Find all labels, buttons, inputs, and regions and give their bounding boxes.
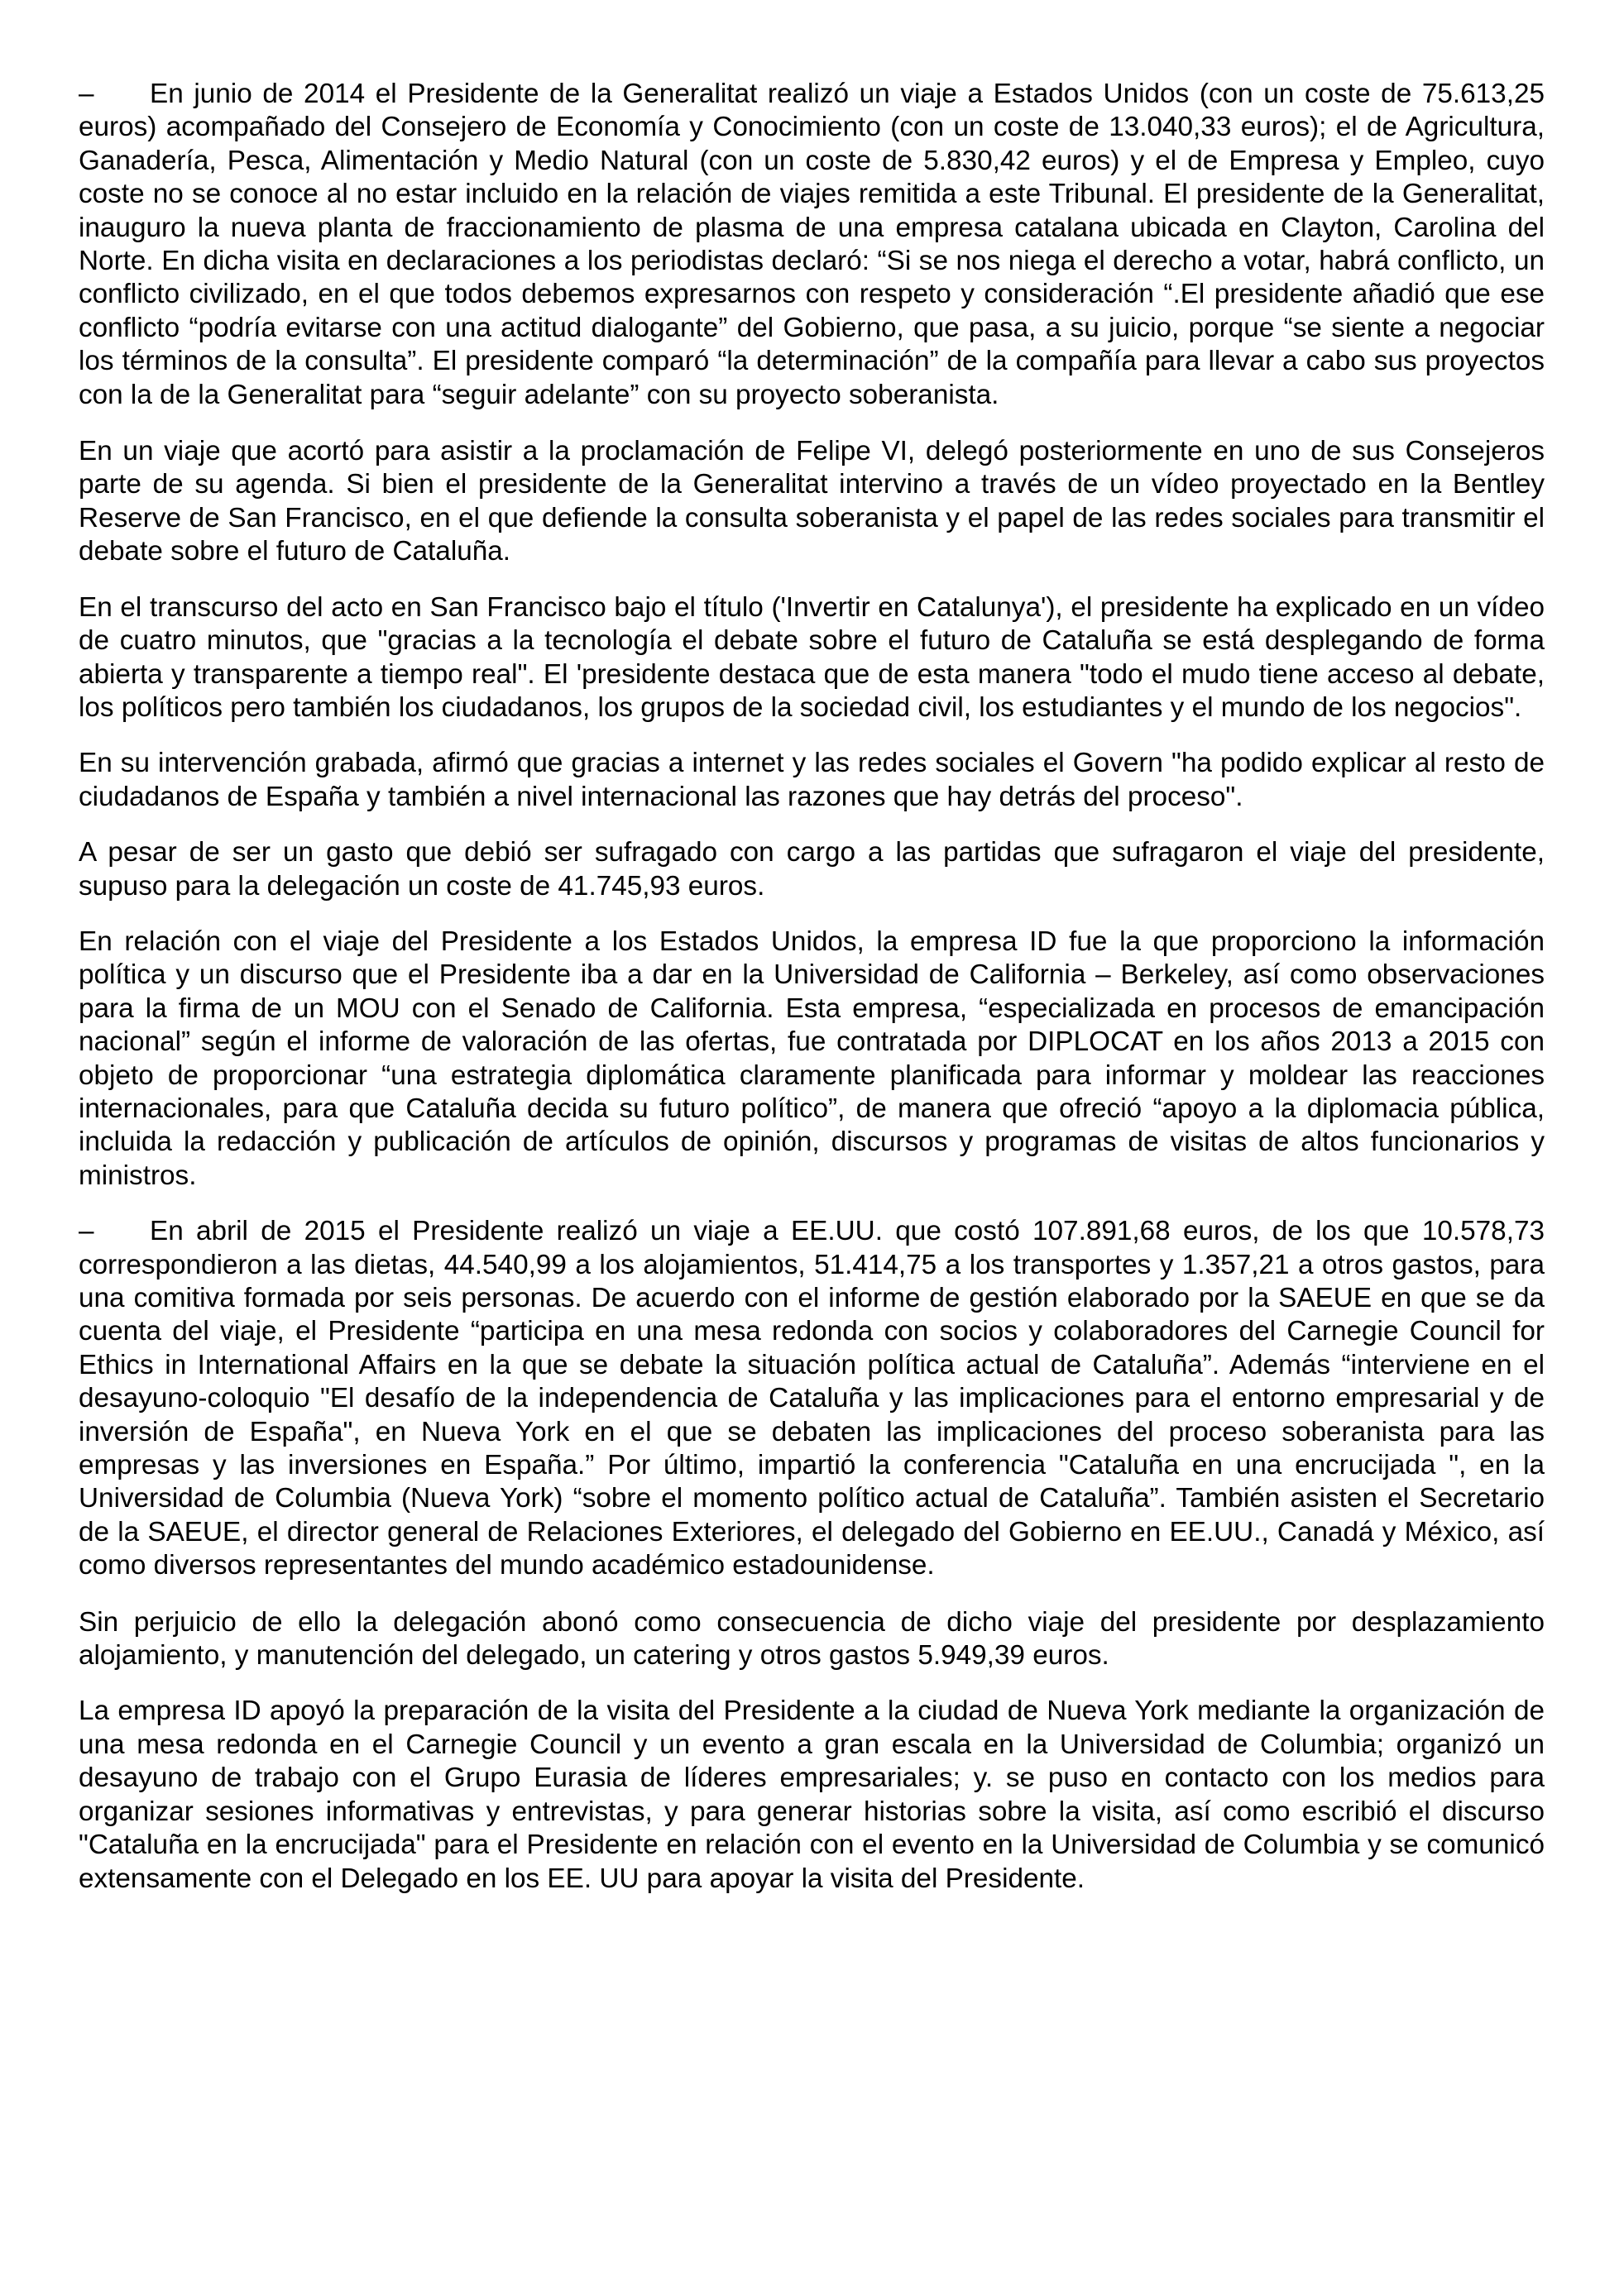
- paragraph-text: En el transcurso del acto en San Francisco bajo el título ('Invertir en Catalunya'), el presidente ha explicado en un vídeo de cuatro minutos, que "gracias a la tecnología el debate sobre el futuro de Cataluña se está desplegando de forma abierta y transparente a tiempo real". El 'presidente destaca que de esta manera "todo el mudo tiene acceso al debate, los políticos pero también los ciudadanos, los grupos de la sociedad civil, los estudiantes y el mundo de los negocios".: [79, 591, 1545, 723]
- paragraph-text: En junio de 2014 el Presidente de la Generalitat realizó un viaje a Estados Unidos (con un coste de 75.613,25 euros) acompañado del Consejero de Economía y Conocimiento (con un coste de 13.040,33 euros); el de Agricultura, Ganadería, Pesca, Alimentación y Medio Natural (con un coste de 5.830,42 euros) y el de Empresa y Empleo, cuyo coste no se conoce al no estar incluido en la relación de viajes remitida a este Tribunal. El presidente de la Generalitat, inauguro la nueva planta de fraccionamiento de plasma de una empresa catalana ubicada en Clayton, Carolina del Norte. En dicha visita en declaraciones a los periodistas declaró: “Si se nos niega el derecho a votar, habrá conflicto, un conflicto civilizado, en el que todos debemos expresarnos con respeto y consideración “.El presidente añadió que ese conflicto “podría evitarse con una actitud dialogante” del Gobierno, que pasa, a su juicio, porque “se siente a negociar los términos de la consulta”. El presidente comparó “la determinación” de la compañía para llevar a cabo sus proyectos con la de la Generalitat para “seguir adelante” con su proyecto soberanista.: [79, 79, 1545, 410]
- dash-bullet-icon: –: [79, 79, 94, 109]
- paragraph-coste-delegacion: [79, 836, 1545, 903]
- paragraph-text: En relación con el viaje del Presidente a los Estados Unidos, la empresa ID fue la que proporciono la información política y un discurso que el Presidente iba a dar en la Universidad de California – Berkeley, así como observaciones para la firma de un MOU con el Senado de California. Esta empresa, “especializada en procesos de emancipación nacional” según el informe de valoración de las ofertas, fue contratada por DIPLOCAT en los años 2013 a 2015 con objeto de proporcionar “una estrategia diplomática claramente planificada para informar y moldear las reacciones internacionales, para que Cataluña decida su futuro político”, de manera que ofreció “apoyo a la diplomacia pública, incluida la redacción y publicación de artículos de opinión, discursos y programas de visitas de altos funcionarios y ministros.: [79, 926, 1545, 1191]
- paragraph-gastos-delegacion-2015: [79, 1606, 1545, 1673]
- paragraph-empresa-id-nueva-york: [79, 1695, 1545, 1895]
- paragraph-text: En abril de 2015 el Presidente realizó un viaje a EE.UU. que costó 107.891,68 euros, de los que 10.578,73 correspondieron a las dietas, 44.540,99 a los alojamientos, 51.414,75 a los transportes y 1.357,21 a otros gastos, para una comitiva formada por seis personas. De acuerdo con el informe de gestión elaborado por la SAEUE en que se da cuenta del viaje, el Presidente “participa en una mesa redonda con socios y colaboradores del Carnegie Council for Ethics in International Affairs en la que se debate la situación política actual de Cataluña”. Además “interviene en el desayuno-coloquio "El desafío de la independencia de Cataluña y las implicaciones para el entorno empresarial y de inversión de España", en Nueva York en el que se debaten las implicaciones del proceso soberanista para las empresas y las inversiones en España.” Por último, impartió la conferencia "Cataluña en una encrucijada ", en la Universidad de Columbia (Nueva York) “sobre el momento político actual de Cataluña”. También asisten el Secretario de la SAEUE, el director general de Relaciones Exteriores, el delegado del Gobierno en EE.UU., Canadá y México, así como diversos representantes del mundo académico estadounidense.: [79, 1216, 1545, 1581]
- paragraph-proclamacion-felipe-vi: [79, 435, 1545, 569]
- paragraph-intervencion-grabada: [79, 747, 1545, 814]
- paragraph-viaje-junio-2014: [79, 78, 1545, 412]
- dash-bullet-icon: –: [79, 1216, 94, 1247]
- paragraph-acto-san-francisco: [79, 591, 1545, 725]
- paragraph-text: Sin perjuicio de ello la delegación abonó como consecuencia de dicho viaje del presidente por desplazamiento alojamiento, y manutención del delegado, un catering y otros gastos 5.949,39 euros.: [79, 1606, 1545, 1672]
- paragraph-viaje-abril-2015: [79, 1215, 1545, 1582]
- paragraph-text: La empresa ID apoyó la preparación de la visita del Presidente a la ciudad de Nueva York mediante la organización de una mesa redonda en el Carnegie Council y un evento a gran escala en la Universidad de Columbia; organizó un desayuno de trabajo con el Grupo Eurasia de líderes empresariales; y. se puso en contacto con los medios para organizar sesiones informativas y entrevistas, y para generar historias sobre la visita, así como escribió el discurso "Cataluña en la encrucijada" para el Presidente en relación con el evento en la Universidad de Columbia y se comunicó extensamente con el Delegado en los EE. UU para apoyar la visita del Presidente.: [79, 1696, 1545, 1894]
- paragraph-empresa-id-berkeley: [79, 926, 1545, 1193]
- paragraph-text: En su intervención grabada, afirmó que gracias a internet y las redes sociales el Govern "ha podido explicar al resto de ciudadanos de España y también a nivel internacional las razones que hay detrás del proceso".: [79, 748, 1545, 812]
- document-page: [79, 78, 1545, 1918]
- paragraph-text: A pesar de ser un gasto que debió ser sufragado con cargo a las partidas que sufragaron el viaje del presidente, supuso para la delegación un coste de 41.745,93 euros.: [79, 837, 1545, 902]
- paragraph-text: En un viaje que acortó para asistir a la proclamación de Felipe VI, delegó posteriormente en uno de sus Consejeros parte de su agenda. Si bien el presidente de la Generalitat intervino a través de un vídeo proyectado en la Bentley Reserve de San Francisco, en el que defiende la consulta soberanista y el papel de las redes sociales para transmitir el debate sobre el futuro de Cataluña.: [79, 436, 1545, 567]
